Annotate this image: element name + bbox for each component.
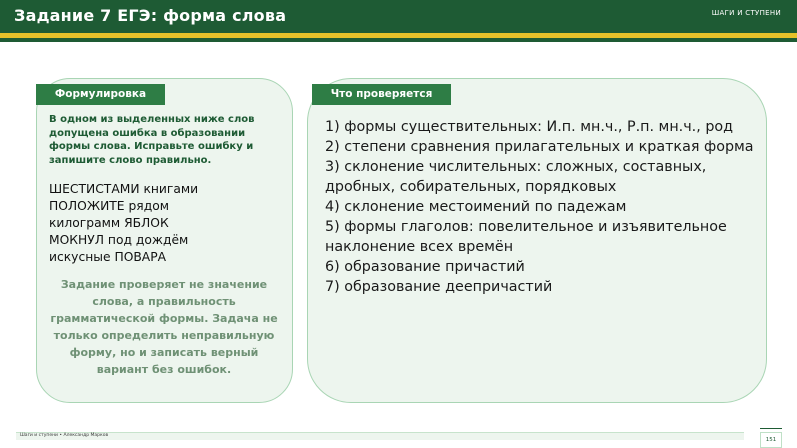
page-number: 151	[760, 432, 782, 448]
word-item: искусные ПОВАРА	[49, 250, 167, 264]
footer-bar	[16, 432, 744, 440]
formulation-tab: Формулировка	[36, 84, 165, 105]
word-item: МОКНУЛ под дождём	[49, 233, 189, 247]
slide-title: Задание 7 ЕГЭ: форма слова	[14, 6, 287, 25]
word-item: килограмм ЯБЛОК	[49, 216, 169, 230]
task-instruction: В одном из выделенных ниже слов допущена ошибка в образовании формы слова. Исправьте ошибку и запишите слово правильно.	[49, 114, 255, 166]
check-item: 1) формы существительных: И.п. мн.ч., Р.п. мн.ч., род	[325, 119, 734, 135]
checks-list	[325, 117, 755, 297]
check-item: 5) формы глаголов: повелительное и изъявительное наклонение всех времён	[325, 219, 727, 255]
word-item: ПОЛОЖИТЕ рядом	[49, 199, 169, 213]
footer-text: Шаги и ступени • Александр Марков	[20, 433, 109, 438]
check-item: 2) степени сравнения прилагательных и краткая форма	[325, 139, 754, 155]
task-note: Задание проверяет не значение слова, а правильность грамматической формы. Задача не только определить неправильную форму, но и записать верный вариант без ошибок.	[50, 278, 278, 376]
footer-divider	[760, 428, 782, 429]
word-item: ШЕСТИСТАМИ книгами	[49, 182, 199, 196]
check-item: 3) склонение числительных: сложных, составных, дробных, собирательных, порядковых	[325, 159, 707, 195]
word-list	[49, 181, 281, 266]
check-item: 7) образование деепричастий	[325, 279, 553, 295]
check-item: 6) образование причастий	[325, 259, 525, 275]
checks-tab: Что проверяется	[312, 84, 451, 105]
check-item: 4) склонение местоимений по падежам	[325, 199, 627, 215]
header-stripe-green	[0, 38, 797, 42]
slide-header	[0, 0, 797, 33]
brand-label: ШАГИ И СТУПЕНИ	[711, 9, 781, 17]
